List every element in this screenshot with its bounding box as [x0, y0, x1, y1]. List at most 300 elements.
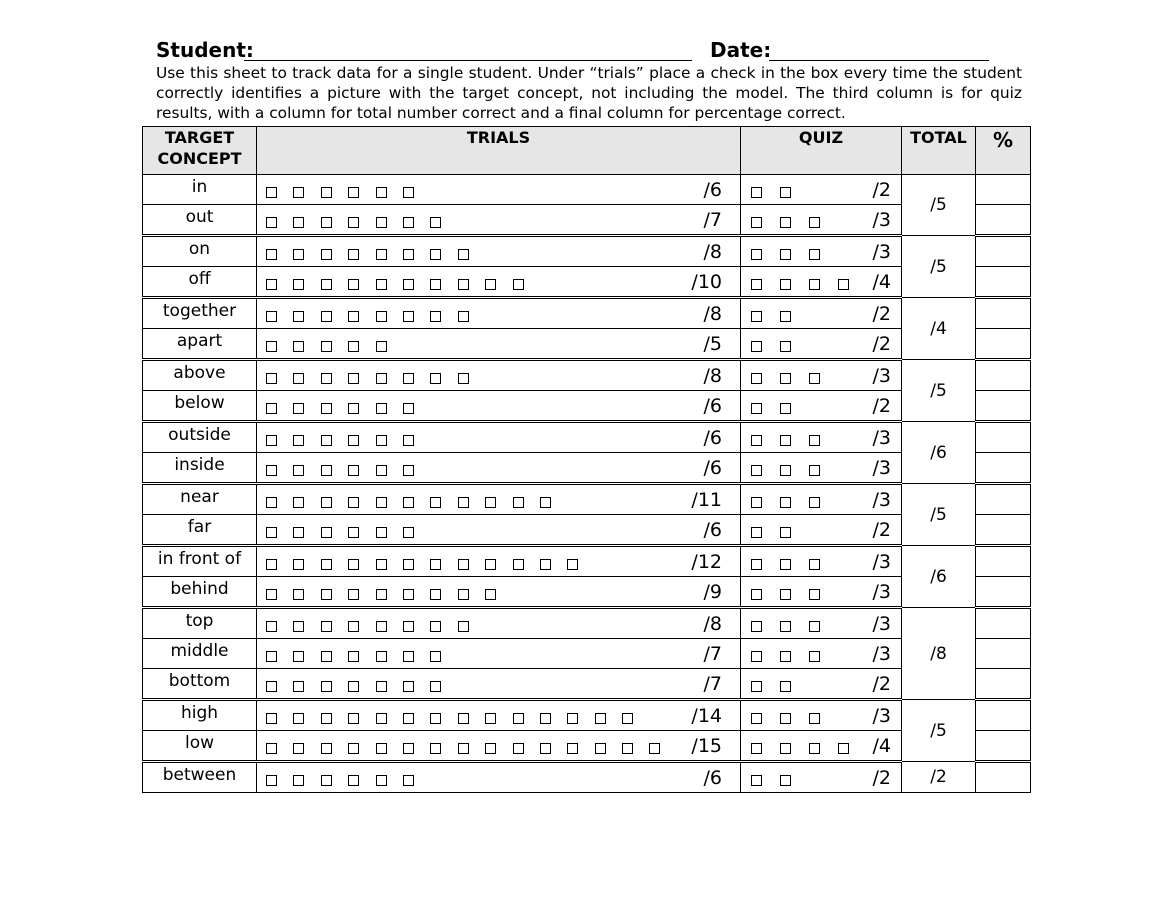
- trial-checkbox[interactable]: [321, 311, 332, 322]
- trial-checkbox[interactable]: [293, 187, 304, 198]
- trial-checkbox[interactable]: [513, 279, 524, 290]
- trial-checkbox[interactable]: [458, 249, 469, 260]
- quiz-checkbox[interactable]: [751, 497, 762, 508]
- trial-checkbox[interactable]: [513, 559, 524, 570]
- percent-cell[interactable]: [976, 731, 1031, 762]
- trial-checkbox[interactable]: [321, 279, 332, 290]
- trials-cell: [257, 639, 741, 669]
- quiz-checkbox[interactable]: [780, 713, 791, 724]
- quiz-checkbox[interactable]: [780, 311, 791, 322]
- trial-checkbox[interactable]: [321, 621, 332, 632]
- trial-checkbox[interactable]: [567, 743, 578, 754]
- trial-checkbox[interactable]: [293, 465, 304, 476]
- quiz-checkboxes: [751, 187, 809, 199]
- trial-checkbox[interactable]: [376, 187, 387, 198]
- quiz-checkbox[interactable]: [780, 465, 791, 476]
- table-row: [143, 762, 1031, 793]
- quiz-checkbox[interactable]: [751, 589, 762, 600]
- quiz-checkbox[interactable]: [809, 743, 820, 754]
- quiz-checkbox[interactable]: [751, 435, 762, 446]
- quiz-count: /2: [872, 519, 891, 541]
- quiz-checkbox[interactable]: [809, 435, 820, 446]
- trial-checkbox[interactable]: [321, 249, 332, 260]
- percent-cell[interactable]: [976, 391, 1031, 422]
- quiz-checkboxes: [751, 465, 838, 477]
- trial-checkbox[interactable]: [293, 279, 304, 290]
- trial-checkbox[interactable]: [376, 279, 387, 290]
- quiz-cell: [741, 731, 902, 762]
- trial-checkbox[interactable]: [430, 249, 441, 260]
- trial-checkbox[interactable]: [485, 559, 496, 570]
- trial-checkboxes: [266, 681, 458, 693]
- quiz-checkbox[interactable]: [780, 249, 791, 260]
- target-concept-cell: high: [143, 700, 257, 731]
- trial-checkbox[interactable]: [622, 713, 633, 724]
- quiz-checkbox[interactable]: [751, 621, 762, 632]
- trial-checkbox[interactable]: [321, 651, 332, 662]
- trial-checkbox[interactable]: [266, 373, 277, 384]
- quiz-checkboxes: [751, 743, 867, 755]
- trial-checkbox[interactable]: [266, 187, 277, 198]
- trial-checkbox[interactable]: [458, 713, 469, 724]
- trial-checkbox[interactable]: [348, 743, 359, 754]
- quiz-checkbox[interactable]: [780, 217, 791, 228]
- quiz-checkbox[interactable]: [780, 341, 791, 352]
- percent-cell[interactable]: [976, 453, 1031, 484]
- trials-cell: [257, 391, 741, 422]
- quiz-checkbox[interactable]: [751, 713, 762, 724]
- trials-header: TRIALS: [257, 127, 741, 175]
- percent-cell[interactable]: [976, 608, 1031, 639]
- trial-checkbox[interactable]: [403, 217, 414, 228]
- trial-checkbox[interactable]: [321, 465, 332, 476]
- quiz-checkbox[interactable]: [809, 217, 820, 228]
- quiz-checkbox[interactable]: [780, 651, 791, 662]
- total-cell: /5: [902, 175, 976, 236]
- table-row: [143, 731, 1031, 762]
- target-concept-cell: top: [143, 608, 257, 639]
- trial-checkbox[interactable]: [403, 589, 414, 600]
- trial-checkbox[interactable]: [293, 497, 304, 508]
- percent-cell[interactable]: [976, 329, 1031, 360]
- trial-checkbox[interactable]: [540, 743, 551, 754]
- trial-checkbox[interactable]: [293, 651, 304, 662]
- trial-checkbox[interactable]: [266, 743, 277, 754]
- quiz-cell: [741, 236, 902, 267]
- trial-checkbox[interactable]: [376, 373, 387, 384]
- quiz-checkbox[interactable]: [780, 187, 791, 198]
- trial-checkbox[interactable]: [376, 341, 387, 352]
- trial-checkbox[interactable]: [458, 743, 469, 754]
- quiz-checkbox[interactable]: [780, 589, 791, 600]
- trial-checkbox[interactable]: [649, 743, 660, 754]
- trial-checkbox[interactable]: [348, 279, 359, 290]
- trial-checkbox[interactable]: [266, 465, 277, 476]
- trial-checkbox[interactable]: [376, 743, 387, 754]
- quiz-checkbox[interactable]: [751, 403, 762, 414]
- trials-count: /6: [703, 179, 722, 201]
- quiz-count: /3: [872, 457, 891, 479]
- trial-checkbox[interactable]: [348, 559, 359, 570]
- trial-checkbox[interactable]: [622, 743, 633, 754]
- percent-cell[interactable]: [976, 298, 1031, 329]
- trial-checkbox[interactable]: [403, 497, 414, 508]
- trial-checkbox[interactable]: [321, 743, 332, 754]
- quiz-checkbox[interactable]: [751, 743, 762, 754]
- quiz-checkbox[interactable]: [780, 743, 791, 754]
- trial-checkbox[interactable]: [348, 527, 359, 538]
- quiz-cell: [741, 267, 902, 298]
- trial-checkbox[interactable]: [293, 403, 304, 414]
- target-concept-cell: together: [143, 298, 257, 329]
- trial-checkbox[interactable]: [266, 497, 277, 508]
- trial-checkbox[interactable]: [266, 775, 277, 786]
- trial-checkbox[interactable]: [485, 497, 496, 508]
- trial-checkbox[interactable]: [266, 279, 277, 290]
- table-row: [143, 422, 1031, 453]
- trial-checkbox[interactable]: [376, 435, 387, 446]
- trial-checkbox[interactable]: [348, 497, 359, 508]
- table-row: [143, 669, 1031, 700]
- quiz-checkbox[interactable]: [809, 497, 820, 508]
- quiz-checkboxes: [751, 527, 809, 539]
- trial-checkbox[interactable]: [293, 589, 304, 600]
- trial-checkbox[interactable]: [266, 217, 277, 228]
- trial-checkbox[interactable]: [376, 651, 387, 662]
- quiz-count: /3: [872, 241, 891, 263]
- trial-checkbox[interactable]: [376, 217, 387, 228]
- percent-cell[interactable]: [976, 700, 1031, 731]
- trial-checkbox[interactable]: [430, 681, 441, 692]
- trial-checkbox[interactable]: [403, 743, 414, 754]
- quiz-checkbox[interactable]: [751, 311, 762, 322]
- trial-checkbox[interactable]: [513, 743, 524, 754]
- trial-checkbox[interactable]: [348, 249, 359, 260]
- trial-checkbox[interactable]: [266, 341, 277, 352]
- percent-cell[interactable]: [976, 577, 1031, 608]
- quiz-count: /2: [872, 179, 891, 201]
- trial-checkbox[interactable]: [376, 527, 387, 538]
- trial-checkbox[interactable]: [348, 465, 359, 476]
- quiz-checkbox[interactable]: [751, 681, 762, 692]
- trial-checkbox[interactable]: [403, 279, 414, 290]
- trial-checkbox[interactable]: [430, 713, 441, 724]
- target-concept-header: [143, 127, 257, 175]
- quiz-checkbox[interactable]: [809, 621, 820, 632]
- trial-checkbox[interactable]: [430, 559, 441, 570]
- quiz-checkbox[interactable]: [780, 621, 791, 632]
- trial-checkbox[interactable]: [266, 249, 277, 260]
- quiz-checkbox[interactable]: [751, 775, 762, 786]
- trials-cell: [257, 422, 741, 453]
- trial-checkbox[interactable]: [458, 311, 469, 322]
- trial-checkbox[interactable]: [266, 435, 277, 446]
- trial-checkbox[interactable]: [567, 713, 578, 724]
- trial-checkbox[interactable]: [321, 373, 332, 384]
- trial-checkbox[interactable]: [403, 465, 414, 476]
- trial-checkbox[interactable]: [321, 341, 332, 352]
- trial-checkbox[interactable]: [348, 311, 359, 322]
- quiz-checkbox[interactable]: [780, 279, 791, 290]
- quiz-checkbox[interactable]: [809, 279, 820, 290]
- quiz-checkbox[interactable]: [809, 589, 820, 600]
- trial-checkbox[interactable]: [266, 403, 277, 414]
- trial-checkbox[interactable]: [293, 743, 304, 754]
- total-cell: /6: [902, 422, 976, 484]
- quiz-checkbox[interactable]: [751, 187, 762, 198]
- trial-checkbox[interactable]: [348, 187, 359, 198]
- trial-checkbox[interactable]: [430, 279, 441, 290]
- quiz-checkbox[interactable]: [751, 249, 762, 260]
- percent-cell[interactable]: [976, 546, 1031, 577]
- trial-checkbox[interactable]: [430, 311, 441, 322]
- percent-cell[interactable]: [976, 484, 1031, 515]
- trial-checkbox[interactable]: [321, 187, 332, 198]
- trial-checkbox[interactable]: [513, 497, 524, 508]
- trial-checkbox[interactable]: [403, 187, 414, 198]
- quiz-checkbox[interactable]: [780, 559, 791, 570]
- trial-checkbox[interactable]: [293, 311, 304, 322]
- trial-checkbox[interactable]: [293, 217, 304, 228]
- trial-checkbox[interactable]: [321, 497, 332, 508]
- quiz-checkbox[interactable]: [809, 249, 820, 260]
- trial-checkbox[interactable]: [376, 589, 387, 600]
- target-concept-cell: near: [143, 484, 257, 515]
- trial-checkbox[interactable]: [376, 497, 387, 508]
- trial-checkbox[interactable]: [458, 621, 469, 632]
- quiz-count: /3: [872, 209, 891, 231]
- percent-cell[interactable]: [976, 762, 1031, 793]
- trial-checkbox[interactable]: [266, 589, 277, 600]
- trials-cell: [257, 700, 741, 731]
- trial-checkbox[interactable]: [266, 621, 277, 632]
- trial-checkbox[interactable]: [403, 249, 414, 260]
- trial-checkbox[interactable]: [348, 403, 359, 414]
- trials-count: /7: [703, 643, 722, 665]
- quiz-checkbox[interactable]: [809, 373, 820, 384]
- trial-checkboxes: [266, 621, 485, 633]
- trial-checkbox[interactable]: [595, 713, 606, 724]
- quiz-checkbox[interactable]: [751, 651, 762, 662]
- quiz-checkbox[interactable]: [751, 559, 762, 570]
- quiz-count: /3: [872, 613, 891, 635]
- quiz-checkbox[interactable]: [809, 465, 820, 476]
- quiz-checkbox[interactable]: [751, 341, 762, 352]
- trial-checkbox[interactable]: [458, 559, 469, 570]
- trial-checkbox[interactable]: [376, 403, 387, 414]
- trial-checkbox[interactable]: [348, 217, 359, 228]
- trial-checkbox[interactable]: [348, 713, 359, 724]
- trial-checkbox[interactable]: [376, 249, 387, 260]
- trial-checkbox[interactable]: [293, 249, 304, 260]
- trial-checkbox[interactable]: [430, 651, 441, 662]
- quiz-checkbox[interactable]: [780, 373, 791, 384]
- quiz-checkbox[interactable]: [780, 497, 791, 508]
- date-line[interactable]: [769, 60, 989, 61]
- quiz-cell: [741, 329, 902, 360]
- trial-checkbox[interactable]: [348, 775, 359, 786]
- trial-checkboxes: [266, 497, 567, 509]
- trial-checkbox[interactable]: [403, 527, 414, 538]
- target-concept-cell: far: [143, 515, 257, 546]
- trial-checkbox[interactable]: [293, 559, 304, 570]
- trial-checkbox[interactable]: [540, 713, 551, 724]
- percent-cell[interactable]: [976, 515, 1031, 546]
- trial-checkbox[interactable]: [321, 559, 332, 570]
- trial-checkbox[interactable]: [376, 559, 387, 570]
- quiz-checkboxes: [751, 713, 838, 725]
- total-cell: /5: [902, 236, 976, 298]
- trial-checkbox[interactable]: [403, 403, 414, 414]
- trial-checkbox[interactable]: [458, 497, 469, 508]
- trial-checkbox[interactable]: [513, 713, 524, 724]
- trial-checkbox[interactable]: [293, 341, 304, 352]
- trial-checkbox[interactable]: [321, 403, 332, 414]
- trial-checkbox[interactable]: [567, 559, 578, 570]
- trials-count: /6: [703, 395, 722, 417]
- trial-checkbox[interactable]: [430, 589, 441, 600]
- quiz-checkbox[interactable]: [780, 403, 791, 414]
- percent-cell[interactable]: [976, 639, 1031, 669]
- trial-checkbox[interactable]: [293, 775, 304, 786]
- quiz-checkbox[interactable]: [751, 217, 762, 228]
- trial-checkbox[interactable]: [376, 465, 387, 476]
- trial-checkbox[interactable]: [376, 681, 387, 692]
- quiz-checkbox[interactable]: [809, 713, 820, 724]
- quiz-checkbox[interactable]: [809, 651, 820, 662]
- trial-checkbox[interactable]: [321, 589, 332, 600]
- trial-checkbox[interactable]: [430, 743, 441, 754]
- trial-checkbox[interactable]: [293, 435, 304, 446]
- trial-checkbox[interactable]: [321, 527, 332, 538]
- quiz-checkbox[interactable]: [780, 775, 791, 786]
- quiz-cell: [741, 360, 902, 391]
- trial-checkbox[interactable]: [266, 311, 277, 322]
- quiz-checkbox[interactable]: [780, 681, 791, 692]
- trial-checkbox[interactable]: [321, 435, 332, 446]
- trial-checkbox[interactable]: [485, 743, 496, 754]
- percent-cell[interactable]: [976, 422, 1031, 453]
- trial-checkbox[interactable]: [348, 681, 359, 692]
- quiz-checkboxes: [751, 311, 809, 323]
- trial-checkbox[interactable]: [293, 621, 304, 632]
- quiz-cell: [741, 669, 902, 700]
- trial-checkbox[interactable]: [348, 341, 359, 352]
- quiz-checkbox[interactable]: [751, 465, 762, 476]
- trial-checkbox[interactable]: [376, 311, 387, 322]
- trials-cell: [257, 298, 741, 329]
- percent-cell[interactable]: [976, 360, 1031, 391]
- percent-cell[interactable]: [976, 236, 1031, 267]
- quiz-checkbox[interactable]: [751, 373, 762, 384]
- percent-cell[interactable]: [976, 205, 1031, 236]
- trials-count: /9: [703, 581, 722, 603]
- trial-checkboxes: [266, 403, 430, 415]
- trial-checkbox[interactable]: [266, 713, 277, 724]
- quiz-checkbox[interactable]: [780, 435, 791, 446]
- quiz-checkbox[interactable]: [751, 279, 762, 290]
- percent-cell[interactable]: [976, 175, 1031, 205]
- trial-checkbox[interactable]: [430, 217, 441, 228]
- trial-checkbox[interactable]: [376, 775, 387, 786]
- trial-checkbox[interactable]: [403, 651, 414, 662]
- trial-checkbox[interactable]: [266, 559, 277, 570]
- quiz-cell: [741, 515, 902, 546]
- trial-checkbox[interactable]: [266, 681, 277, 692]
- trial-checkbox[interactable]: [321, 775, 332, 786]
- table-row: [143, 267, 1031, 298]
- trial-checkbox[interactable]: [403, 621, 414, 632]
- trial-checkbox[interactable]: [595, 743, 606, 754]
- trial-checkbox[interactable]: [348, 589, 359, 600]
- quiz-cell: [741, 700, 902, 731]
- quiz-checkbox[interactable]: [751, 527, 762, 538]
- quiz-checkboxes: [751, 403, 809, 415]
- trial-checkbox[interactable]: [403, 681, 414, 692]
- trial-checkbox[interactable]: [348, 435, 359, 446]
- trial-checkbox[interactable]: [430, 621, 441, 632]
- trial-checkbox[interactable]: [348, 621, 359, 632]
- trial-checkbox[interactable]: [321, 217, 332, 228]
- trial-checkbox[interactable]: [266, 651, 277, 662]
- trial-checkbox[interactable]: [293, 373, 304, 384]
- trial-checkbox[interactable]: [430, 497, 441, 508]
- trial-checkbox[interactable]: [540, 559, 551, 570]
- total-cell: /2: [902, 762, 976, 793]
- trial-checkbox[interactable]: [485, 279, 496, 290]
- trial-checkboxes: [266, 713, 649, 725]
- quiz-cell: [741, 546, 902, 577]
- quiz-checkbox[interactable]: [780, 527, 791, 538]
- trial-checkbox[interactable]: [430, 373, 441, 384]
- trial-checkbox[interactable]: [458, 589, 469, 600]
- student-name-line[interactable]: [244, 60, 692, 61]
- quiz-checkbox[interactable]: [809, 559, 820, 570]
- quiz-checkboxes: [751, 249, 838, 261]
- quiz-checkbox[interactable]: [838, 279, 849, 290]
- trials-cell: [257, 453, 741, 484]
- trial-checkbox[interactable]: [485, 589, 496, 600]
- trial-checkbox[interactable]: [403, 559, 414, 570]
- trial-checkbox[interactable]: [376, 713, 387, 724]
- quiz-cell: [741, 298, 902, 329]
- trial-checkbox[interactable]: [403, 435, 414, 446]
- trial-checkbox[interactable]: [458, 279, 469, 290]
- trial-checkbox[interactable]: [403, 775, 414, 786]
- trial-checkbox[interactable]: [458, 373, 469, 384]
- trial-checkbox[interactable]: [376, 621, 387, 632]
- trial-checkbox[interactable]: [403, 311, 414, 322]
- quiz-cell: [741, 484, 902, 515]
- trial-checkbox[interactable]: [321, 713, 332, 724]
- trial-checkbox[interactable]: [348, 373, 359, 384]
- trial-checkbox[interactable]: [293, 527, 304, 538]
- quiz-checkboxes: [751, 621, 838, 633]
- trial-checkbox[interactable]: [403, 713, 414, 724]
- trial-checkbox[interactable]: [348, 651, 359, 662]
- percent-cell[interactable]: [976, 267, 1031, 298]
- percent-cell[interactable]: [976, 669, 1031, 700]
- trial-checkbox[interactable]: [266, 527, 277, 538]
- trial-checkbox[interactable]: [321, 681, 332, 692]
- target-concept-cell: below: [143, 391, 257, 422]
- trial-checkbox[interactable]: [485, 713, 496, 724]
- quiz-checkbox[interactable]: [838, 743, 849, 754]
- trial-checkbox[interactable]: [293, 713, 304, 724]
- trial-checkbox[interactable]: [293, 681, 304, 692]
- trial-checkbox[interactable]: [540, 497, 551, 508]
- trial-checkbox[interactable]: [403, 373, 414, 384]
